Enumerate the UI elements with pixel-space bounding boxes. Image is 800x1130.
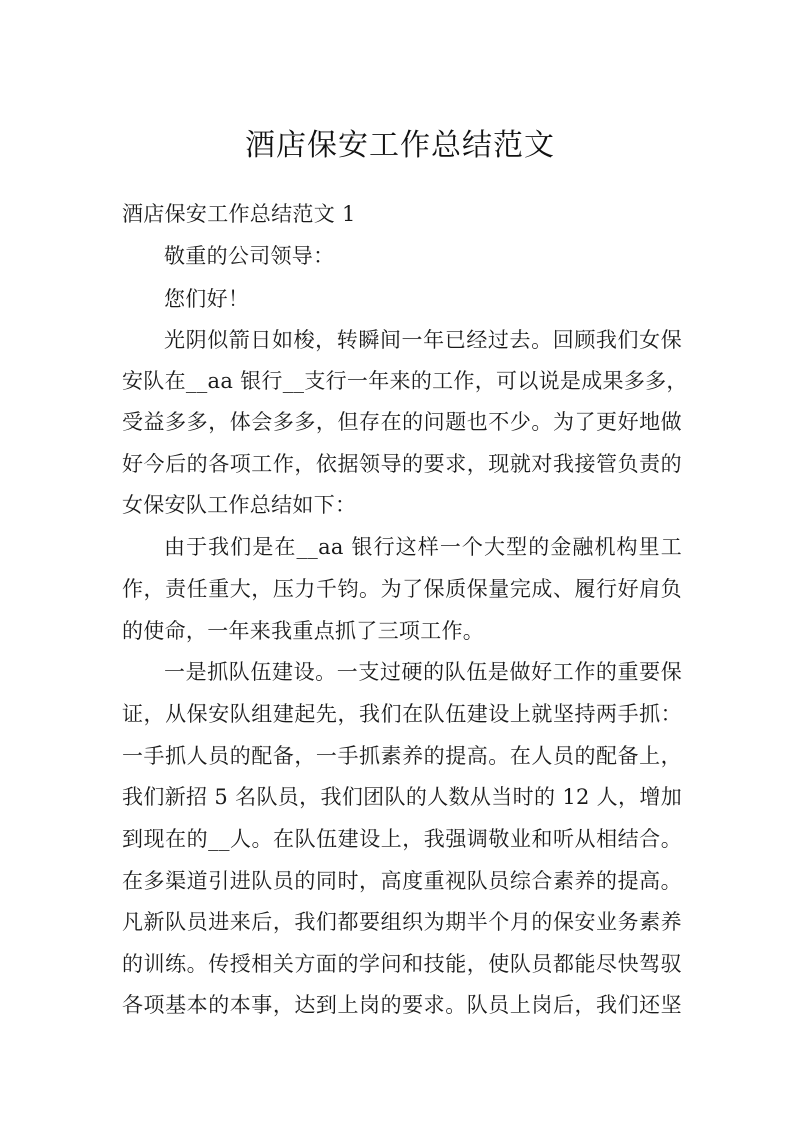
- paragraph-line: 敬重的公司领导：: [164, 244, 335, 268]
- paragraph-line: 证，从保安队组建起先，我们在队伍建设上就坚持两手抓：: [122, 702, 682, 726]
- section-heading: 酒店保安工作总结范文 1: [122, 202, 356, 226]
- paragraph-line: 女保安队工作总结如下：: [122, 493, 357, 517]
- paragraph-line: 我们新招 5 名队员，我们团队的人数从当时的 12 人，增加: [122, 785, 682, 809]
- paragraph-line: 在多渠道引进队员的同时，高度重视队员综合素养的提高。: [122, 869, 682, 893]
- paragraph-line: 的训练。传授相关方面的学问和技能，使队员都能尽快驾驭: [122, 952, 682, 976]
- paragraph-line: 您们好！: [164, 287, 250, 311]
- paragraph-line: 安队在__aa 银行__支行一年来的工作，可以说是成果多多，: [122, 369, 688, 393]
- paragraph-line: 一是抓队伍建设。一支过硬的队伍是做好工作的重要保: [164, 660, 682, 684]
- document-title: 酒店保安工作总结范文: [245, 128, 555, 163]
- paragraph-line: 各项基本的本事，达到上岗的要求。队员上岗后，我们还坚: [122, 993, 682, 1017]
- paragraph-line: 光阴似箭日如梭，转瞬间一年已经过去。回顾我们女保: [164, 328, 682, 352]
- paragraph-line: 到现在的__人。在队伍建设上，我强调敬业和听从相结合。: [122, 827, 682, 851]
- paragraph-line: 凡新队员进来后，我们都要组织为期半个月的保安业务素养: [122, 910, 682, 934]
- paragraph-line: 作，责任重大，压力千钧。为了保质保量完成、履行好肩负: [122, 577, 682, 601]
- paragraph-line: 受益多多，体会多多，但存在的问题也不少。为了更好地做: [122, 410, 682, 434]
- paragraph-line: 由于我们是在__aa 银行这样一个大型的金融机构里工: [164, 535, 682, 559]
- paragraph-line: 一手抓人员的配备，一手抓素养的提高。在人员的配备上，: [122, 744, 682, 768]
- paragraph-line: 的使命，一年来我重点抓了三项工作。: [122, 619, 485, 643]
- paragraph-line: 好今后的各项工作，依据领导的要求，现就对我接管负责的: [122, 452, 682, 476]
